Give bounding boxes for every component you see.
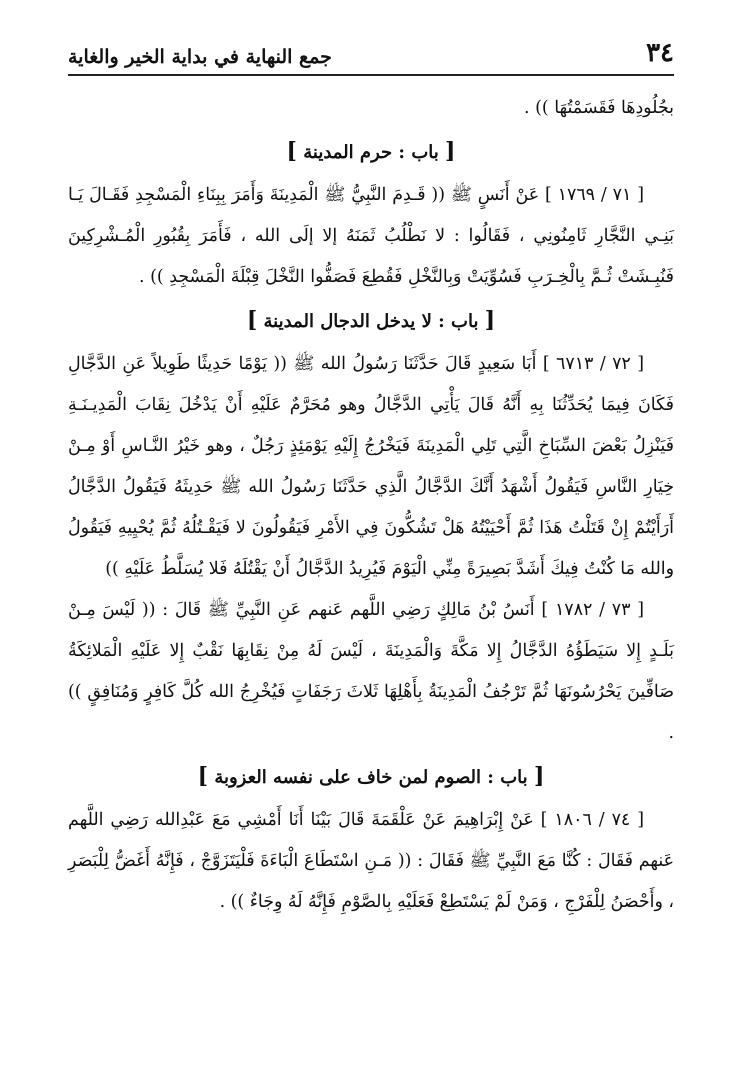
hadith-paragraph: [ ٧٢ / ٦٧١٣ ] أَبَا سَعِيدٍ قَالَ حَدَّثَنَا رَسُولُ الله ﷺ (( يَوْمًا حَدِيثًا طَوِيلاً عَنِ الدَّجَّالِ فَكَانَ فِيمَا يُحَدِّثُنَا بِهِ أَنَّهُ قَالَ يَأْتِي الدَّجَّالُ وهو مُحَرَّمٌ عَلَيْهِ أَنْ يَدْخُلَ نِقَابَ الْمَدِيـنَـةِ فَيَنْزِلُ بَعْضَ السِّبَاخِ الَّتِي تَلِي الْمَدِينَةَ فَيَخْرُجُ إِلَيْهِ يَوْمَئِذٍ رَجُلٌ ، وهو خَيْرُ النَّـاسِ أَوْ مِـنْ خِيَارِ النَّاسِ فَيَقُولُ أَشْهَدُ أَنَّكَ الدَّجَّالُ الَّذِي حَدَّثَنَا رَسُولُ الله ﷺ حَدِيثَهُ فَيَقُولُ الدَّجَّالُ أَرَأَيْتُمْ إِنْ قَتَلْتُ هَذَا ثُمَّ أَحْيَيْتُهُ هَلْ تَشُكُّونَ فِي الأَمْرِ فَيَقُولُونَ لا فَيَقْـتُلُهُ ثُمَّ يُحْيِيهِ فَيَقُولُ والله مَا كُنْتُ فِيكَ أَشَدَّ بَصِيرَةً مِنِّي الْيَوْمَ فَيُرِيدُ الدَّجَّالُ أَنْ يَقْتُلَهُ فَلا يُسَلَّطُ عَلَيْهِ )): [68, 354, 674, 579]
bracket-close: ]: [197, 763, 209, 789]
chapter-title: باب : حرم المدينة: [303, 142, 439, 163]
page-body: [68, 76, 674, 923]
hadith-paragraph: [ ٧٣ / ١٧٨٢ ] أَنَسُ بْنُ مَالِكٍ رَضِي اللَّهم عَنهم عَنِ النَّبِيِّ ﷺ قَالَ : (( لَيْسَ مِـنْ بَلَـدٍ إِلا سَيَطَؤُهُ الدَّجَّالُ إِلا مَكَّةَ وَالْمَدِينَةَ ، لَيْسَ لَهُ مِنْ نِقَابِهَا نَقْبٌ إِلا عَلَيْهِ الْمَلائِكَةُ صَافِّينَ يَحْرُسُونَهَا ثُمَّ تَرْجُفُ الْمَدِينَةُ بِأَهْلِهَا ثَلاثَ رَجَفَاتٍ فَيُخْرِجُ الله كُلَّ كَافِرٍ وَمُنَافِقٍ )) .: [68, 600, 674, 743]
book-title: جمع النهاية في بداية الخير والغاية: [68, 46, 332, 68]
chapter-title: باب : لا يدخل الدجال المدينة: [263, 311, 479, 332]
bracket-open: [: [533, 763, 545, 789]
page-number: ٣٤: [646, 38, 674, 68]
bracket-close: ]: [246, 307, 258, 333]
bracket-open: [: [445, 138, 456, 164]
chapter-heading: [68, 298, 674, 344]
hadith-paragraph: [ ٧١ / ١٧٦٩ ] عَنْ أَنَسٍ ﷺ (( قَـدِمَ النَّبِيُّ ﷺ الْمَدِينَةَ وَأَمَرَ بِبِنَاءِ الْمَسْجِدِ فَقَـالَ يَـا بَنِـي النَّجَّارِ ثَامِنُونِي ، فَقَالُوا : لا نَطْلُبُ ثَمَنَهُ إلا إلَى الله ، فَأَمَرَ بِقُبُورِ الْمُـشْرِكِينَ فَنُبِـشَتْ ثُـمَّ بِالْخِـرَبِ فَسُوِّيَتْ وَبِالنَّخْلِ فَقُطِعَ فَصَفُّوا النَّخْلَ قِبْلَةَ الْمَسْجِدِ )) .: [68, 185, 674, 287]
chapter-title: باب : الصوم لمن خاف على نفسه العزوبة: [214, 767, 528, 788]
page-header: [68, 0, 674, 76]
hadith-paragraph: [ ٧٤ / ١٨٠٦ ] عَنْ إِبْرَاهِيمَ عَنْ عَلْقَمَةَ قَالَ بَيْنَا أَنَا أَمْشِي مَعَ عَبْدِالله رَضِي اللَّهم عَنهم فَقَالَ : كُنَّا مَعَ النَّبِيِّ ﷺ فَقَالَ : (( مَـنِ اسْتَطَاعَ الْبَاءَةَ فَلْيَتَزَوَّجْ ، فَإِنَّهُ أَغَضُّ لِلْبَصَرِ ، وأَحْصَنُ لِلْفَرْجِ ، وَمَنْ لَمْ يَسْتَطِعْ فَعَلَيْهِ بِالصَّوْمِ فَإِنَّهُ لَهُ وِجَاءٌ )) .: [68, 810, 674, 912]
chapter-heading: [68, 129, 674, 175]
chapter-heading: [68, 754, 674, 800]
bracket-open: [: [484, 307, 496, 333]
bracket-close: ]: [286, 138, 297, 164]
text-line: بجُلُودِهَا فَقَسَمْتُهَا )) .: [524, 98, 674, 118]
